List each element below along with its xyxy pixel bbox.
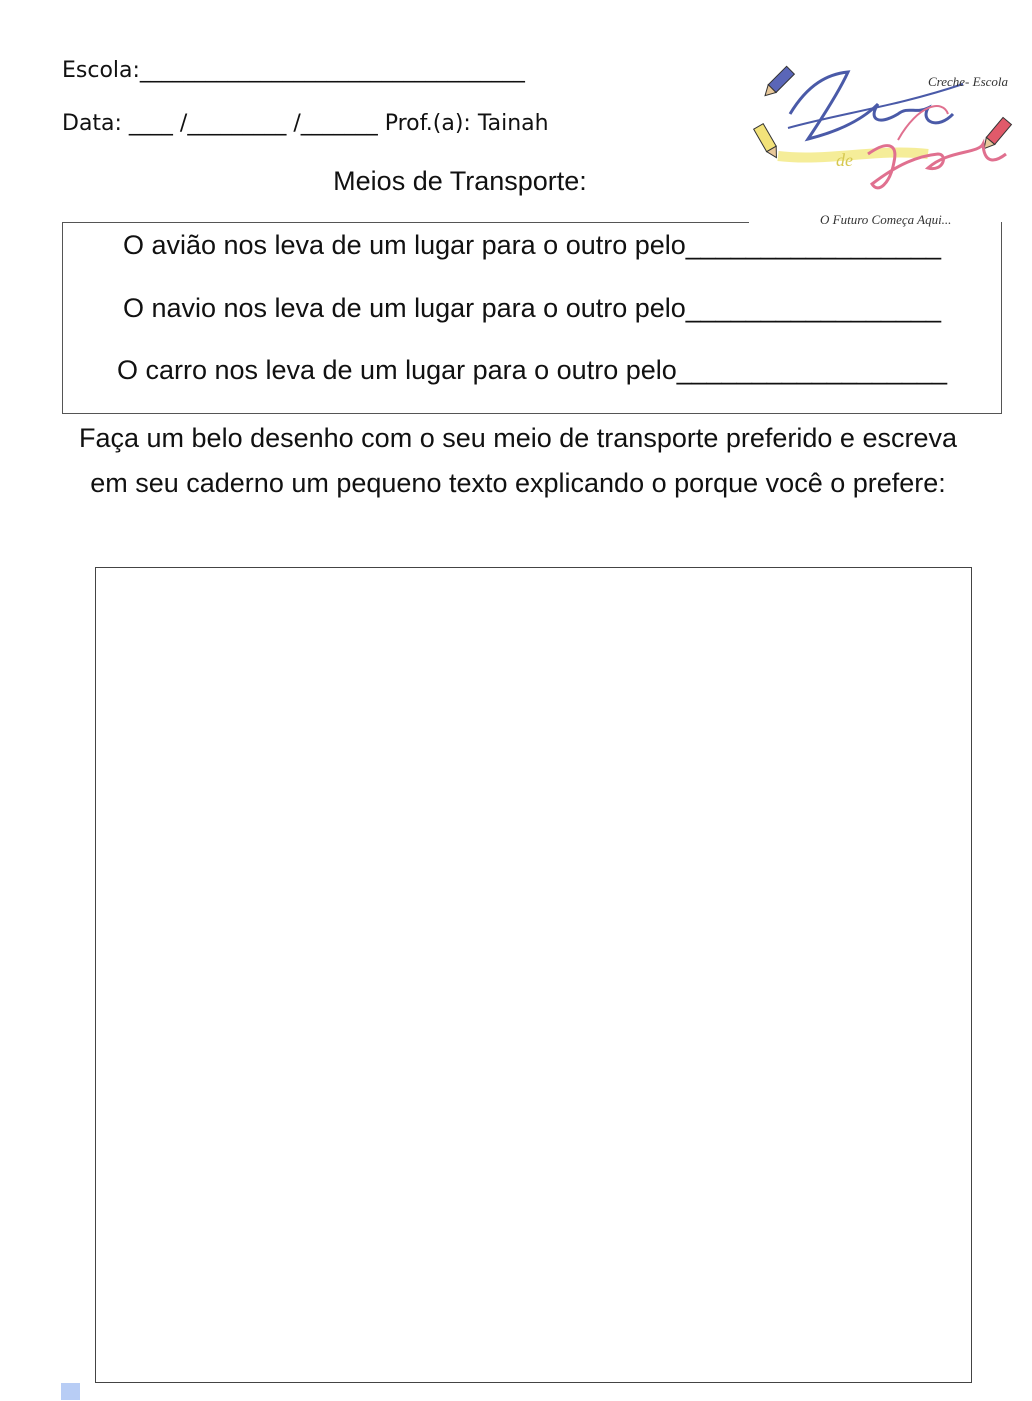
question-ship[interactable]: O navio nos leva de um lugar para o outro pelo_________________: [122, 293, 942, 323]
logo-top-text: Creche- Escola: [928, 74, 1009, 89]
school-name-field[interactable]: Escola:___________________________________: [62, 58, 525, 83]
page-title: Meios de Transporte:: [333, 166, 587, 196]
drawing-area[interactable]: [95, 567, 972, 1383]
svg-text:de: de: [836, 150, 853, 170]
date-teacher-line[interactable]: Data: ____ /_________ /_______ Prof.(a): Tainah: [62, 111, 549, 136]
drawing-instructions: Faça um belo desenho com o seu meio de transporte preferido e escreva em seu caderno um pequeno texto explicando o porque você o prefere:: [79, 423, 957, 498]
page-marker: [61, 1383, 80, 1400]
question-airplane[interactable]: O avião nos leva de um lugar para o outro pelo_________________: [122, 230, 942, 260]
logo-lettering-icon: [748, 44, 1018, 234]
questions-box: [62, 222, 1002, 414]
school-logo: [748, 44, 1018, 234]
question-car[interactable]: O carro nos leva de um lugar para o outro pelo__________________: [116, 355, 948, 385]
logo-tagline: O Futuro Começa Aqui...: [820, 212, 952, 227]
